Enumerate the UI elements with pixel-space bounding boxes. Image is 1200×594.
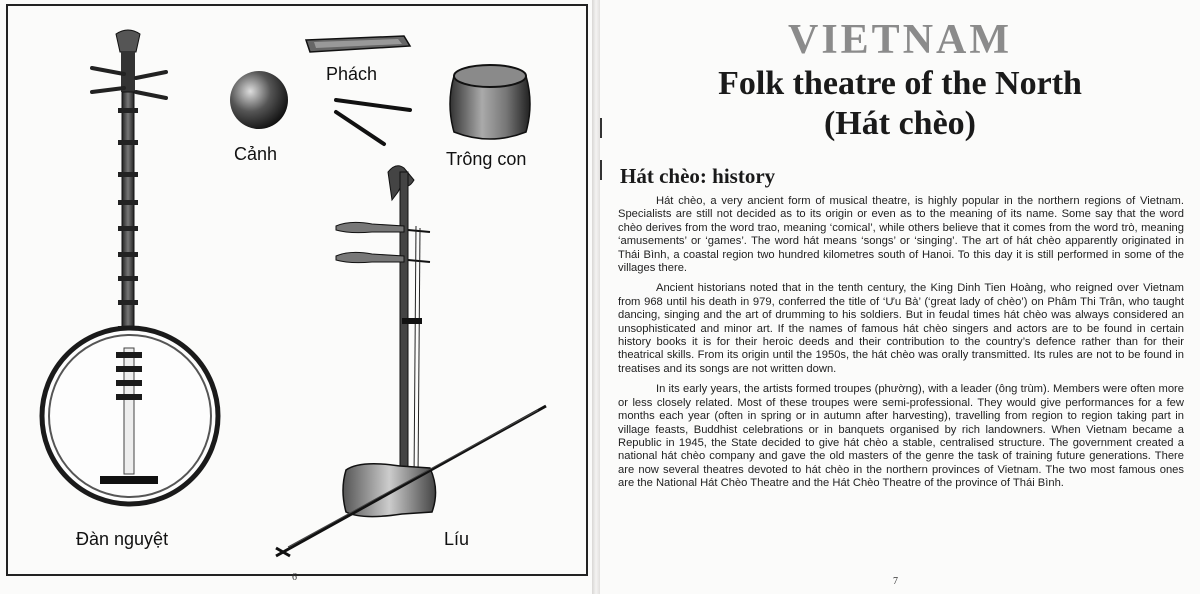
article-body bbox=[618, 195, 1184, 498]
canh-label: Cảnh bbox=[234, 144, 278, 164]
phach-sticks bbox=[336, 100, 410, 144]
dan-nguyet-label: Đàn nguyệt bbox=[76, 529, 169, 549]
instrument-illustrations bbox=[0, 0, 592, 594]
page-number-right: 7 bbox=[893, 576, 898, 587]
liu-illustration bbox=[276, 166, 546, 556]
right-page bbox=[600, 0, 1200, 594]
paragraph-2: Ancient historians noted that in the tenth century, the King Dinh Tien Hoàng, who reigned over Vietnam from 968 until his death in 979, conferred the title of ‘Ưu Bà’ (‘great lady of chèo’) on Phâm Thi Trân, who taught dancing, singing and the art of drumming to his soldiers. But in feudal times hát chèo was always considered an unsophisticated and minor art. If the names of famous hát chèo singers and actors are to be found in certain history books it is for their heroic deeds and their contribution to the country’s defence rather than for their theatrical skills. From its origin until the 1950s, the hát chèo was orally transmitted. Its rules are not to be found in treatises and its songs are not written down. bbox=[618, 282, 1184, 375]
canh-illustration bbox=[230, 71, 288, 129]
section-heading: Hát chèo: history bbox=[620, 164, 776, 188]
dan-nguyet-illustration bbox=[42, 30, 218, 504]
phach-label: Phách bbox=[326, 64, 378, 84]
liu-label: Líu bbox=[444, 529, 470, 549]
paragraph-3: In its early years, the artists formed troupes (phường), with a leader (ông trùm). Members were often more or less closely related. Most of these troupes were semi-professional. They would give performances for a few months each year (often in spring or in autumn after harvesting), travelling from region to region taking part in village feasts, Buddhist celebrations or in banquets organised by rich landowners. When Vietnam became a Republic in 1945, the State decided to give hát chèo a stable, centralised structure. The government created a national hát chèo company and gave the old masters of the genre the task of training future generations. There are now several theatres devoted to hát chèo in the northern provinces of Vietnam. The two most famous ones are the National Hát Chèo Theatre and the Hát Chèo Theatre of the province of Thái Bình. bbox=[618, 383, 1184, 490]
main-title-line2: (Hát chèo) bbox=[823, 105, 976, 142]
country-title-text: VIETNAM bbox=[787, 17, 1012, 63]
paragraph-1: Hát chèo, a very ancient form of musical theatre, is highly popular in the northern regions of Vietnam. Specialists are still not decided as to its origin or even as to the meaning of its name. Some say that the word chèo derives from the word trao, meaning ‘comical’, while others believe that it comes from the word trò, meaning ‘amusements’ or ‘games’. The word hát means ‘songs’ or ‘singing’. The art of hát chèo apparently originated in Thái Bình, a coastal region two hundred kilometres south of Hanoi. To this day it is still performed in some of the villages there. bbox=[618, 195, 1184, 275]
phach-illustration bbox=[306, 36, 410, 52]
book-gutter bbox=[592, 0, 600, 594]
page-number-left: 6 bbox=[292, 572, 297, 583]
trong-con-illustration bbox=[450, 65, 530, 139]
left-page bbox=[0, 0, 592, 594]
main-title bbox=[600, 64, 1200, 144]
country-title bbox=[600, 16, 1200, 64]
trong-con-label: Trông con bbox=[446, 149, 527, 169]
main-title-line1: Folk theatre of the North bbox=[718, 65, 1082, 102]
